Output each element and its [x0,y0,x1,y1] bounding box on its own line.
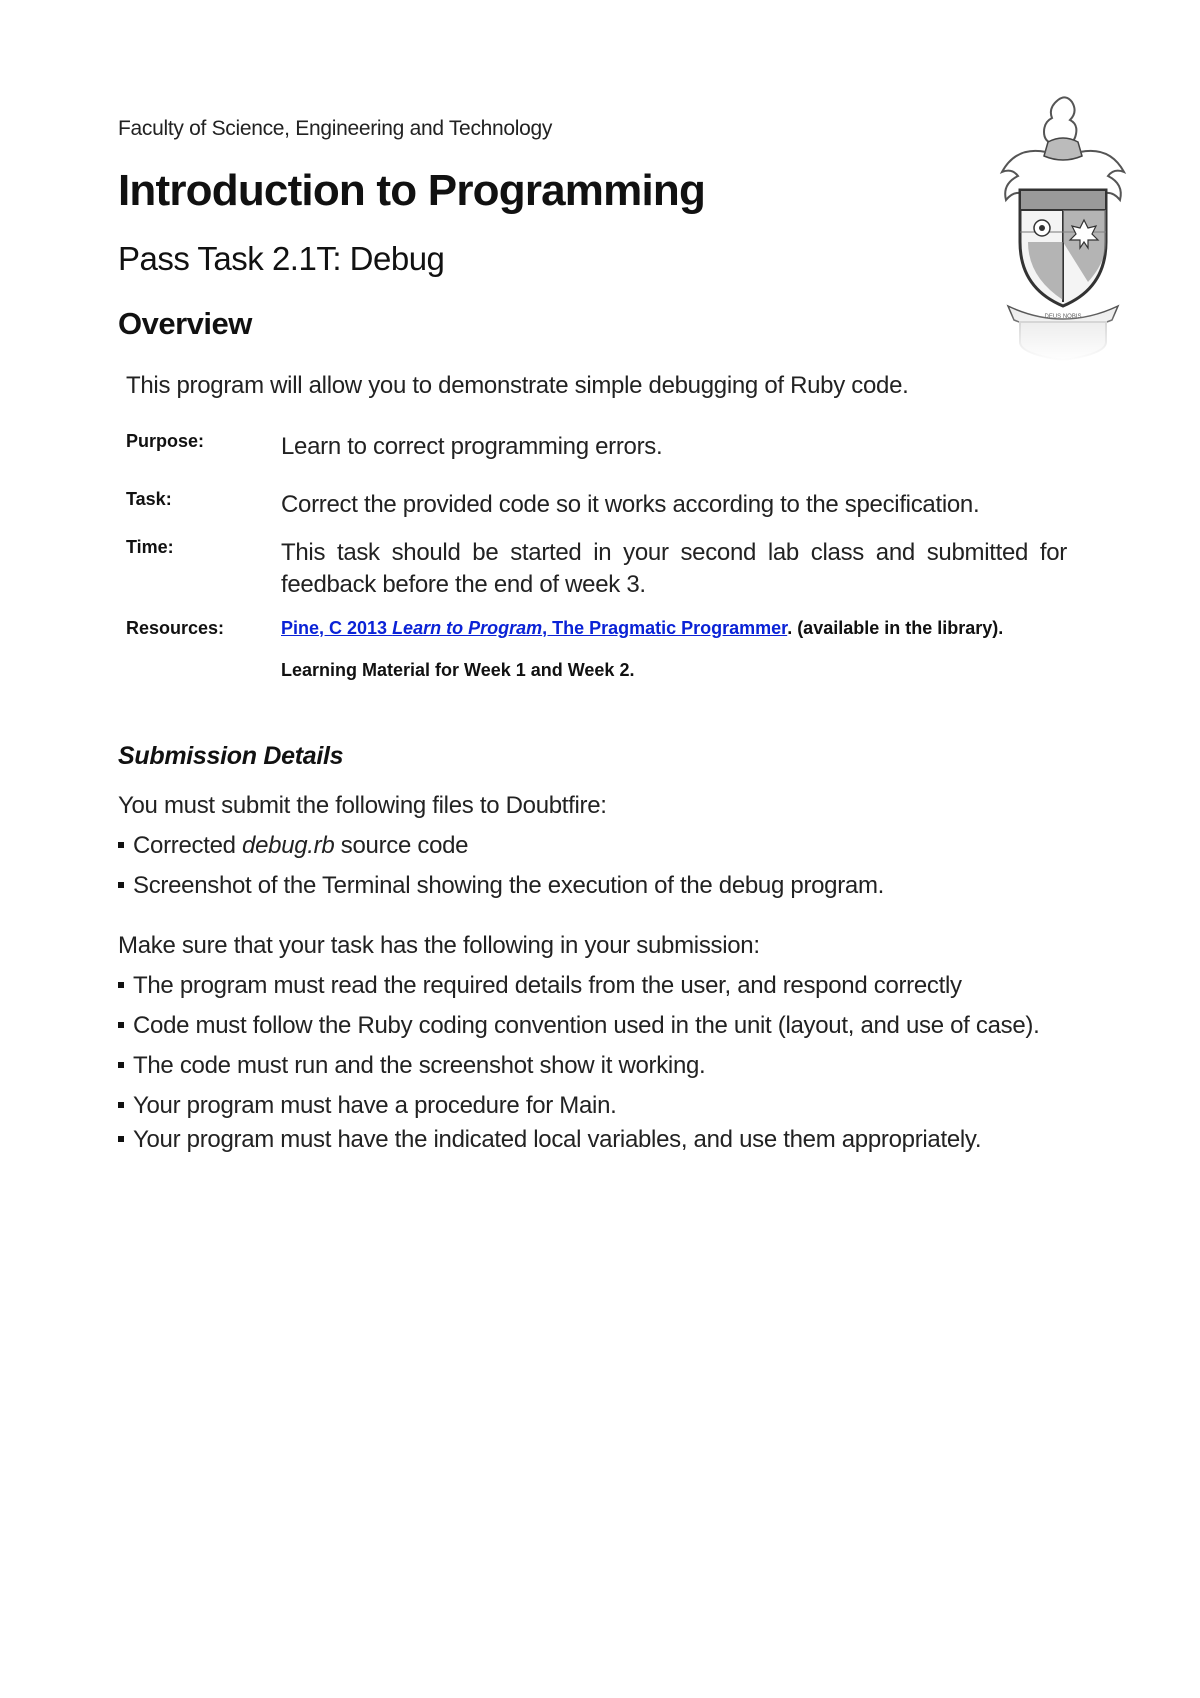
resources-value [281,618,1003,639]
list-item: Screenshot of the Terminal showing the execution of the debug program. [118,872,884,900]
faculty-name: Faculty of Science, Engineering and Technology [118,117,553,140]
list-item: Code must follow the Ruby coding convention used in the unit (layout, and use of case). [118,1012,1039,1040]
list-item: The program must read the required details from the user, and respond correctly [118,972,962,1000]
resources-label: Resources: [126,618,225,638]
file-name: debug.rb [242,832,335,859]
bullet-icon [118,842,124,848]
resource-book-title: Learn to Program [392,618,543,638]
submission-heading: Submission Details [118,742,344,770]
task-value: Correct the provided code so it works according to the specification. [281,491,980,518]
time-value: This task should be started in your second lab class and submitted for feedback before the end of week 3. [281,539,1067,598]
bullet-icon [118,982,124,988]
resource-author: Pine, C 2013 [281,618,393,638]
checklist-intro: Make sure that your task has the following in your submission: [118,932,760,959]
list-item: Corrected debug.rb source code [118,832,468,860]
list-item: Your program must have a procedure for Main. [118,1092,617,1120]
bullet-icon [118,1022,124,1028]
overview-intro: This program will allow you to demonstrate simple debugging of Ruby code. [126,372,909,399]
overview-heading: Overview [118,306,252,341]
bullet-icon [118,882,124,888]
resource-learning-material: Learning Material for Week 1 and Week 2. [281,660,635,680]
resource-link[interactable] [281,618,787,638]
list-item: The code must run and the screenshot show it working. [118,1052,705,1080]
page-title: Introduction to Programming [118,166,706,215]
resource-availability: . (available in the library). [787,618,1004,638]
time-label: Time: [126,537,174,557]
bullet-icon [118,1102,124,1108]
purpose-value: Learn to correct programming errors. [281,433,663,460]
list-item: Your program must have the indicated local variables, and use them appropriately. [118,1126,981,1154]
bullet-icon [118,1062,124,1068]
submission-intro: You must submit the following files to Doubtfire: [118,792,607,819]
university-crest-logo [988,92,1138,362]
bullet-icon [118,1136,124,1142]
resource-publisher: , The Pragmatic Programmer [542,618,788,638]
task-subtitle: Pass Task 2.1T: Debug [118,240,445,277]
task-label: Task: [126,489,172,509]
purpose-label: Purpose: [126,431,205,451]
